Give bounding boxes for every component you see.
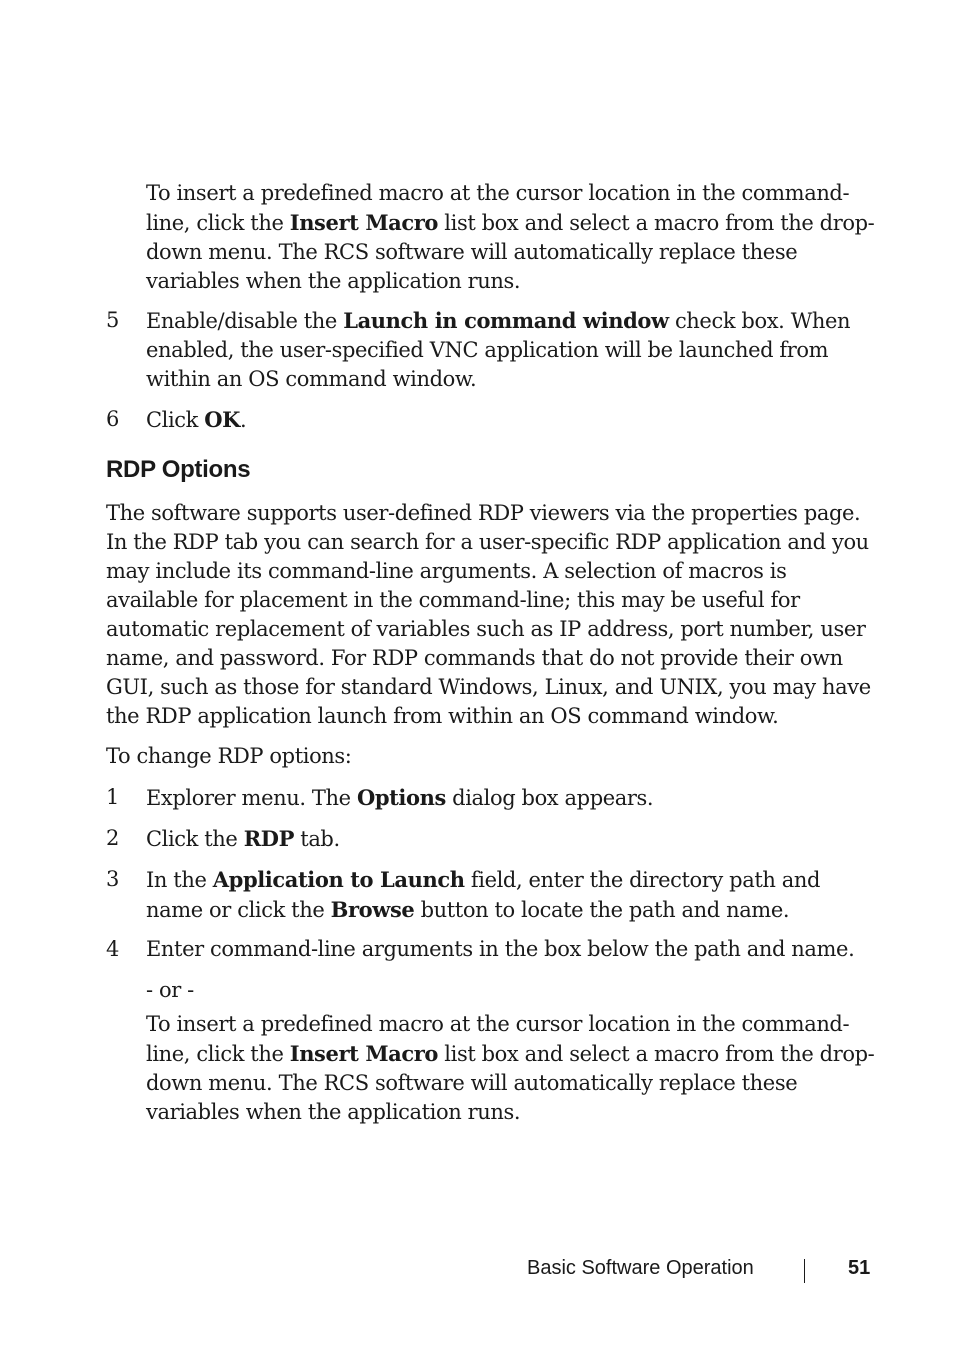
text-run: tab.: [294, 827, 340, 851]
text-run: To insert a predefined macro at the cursor location in the command-line, click the: [146, 1012, 850, 1066]
bold-term: Browse: [330, 897, 415, 922]
text-run: To insert a predefined macro at the cursor location in the command-line, click the: [146, 181, 850, 235]
text-run: list box and select a macro from the drop-down menu. The RCS software will automatically replace these variables when the application runs.: [146, 1042, 875, 1124]
text-run: button to locate the path and name.: [414, 898, 790, 922]
footer-divider: [804, 1259, 805, 1283]
or-separator: - or -: [146, 978, 194, 1002]
bold-term: Insert Macro: [289, 210, 439, 235]
text-run: list box and select a macro from the drop-down menu. The RCS software will automatically replace these variables when the application runs.: [146, 211, 875, 293]
bold-term: Launch in command window: [343, 308, 669, 333]
text-run: Enable/disable the: [146, 309, 344, 333]
step-number: 3: [106, 867, 119, 891]
step-number: 6: [106, 407, 119, 431]
text-run: field, enter the directory path and name or click the: [146, 868, 821, 922]
bold-term: RDP: [243, 826, 294, 851]
section-heading: RDP Options: [106, 456, 251, 483]
bold-term: OK: [204, 407, 241, 432]
step-3: [106, 865, 876, 925]
text-run: Click: [146, 408, 205, 432]
page-number: 51: [848, 1257, 871, 1279]
footer-chapter-title: Basic Software Operation: [527, 1257, 754, 1279]
step-number: 1: [106, 785, 119, 809]
step-text: [146, 865, 876, 925]
step-5: [106, 306, 876, 394]
text-run: dialog box appears.: [445, 786, 654, 810]
macro-instruction-paragraph: [146, 1010, 876, 1127]
step-1: [106, 783, 876, 813]
step-number: 2: [106, 826, 119, 850]
bold-term: Options: [356, 785, 446, 810]
section-intro-paragraph: The software supports user-defined RDP viewers via the properties page. In the RDP tab you can search for a user-specific RDP application and you may include its command-line arguments. A selection of macros is available for placement in the command-line; this may be useful for automatic replacement of variables such as IP address, port number, user name, and password. For RDP commands that do not provide their own GUI, such as those for standard Windows, Linux, and UNIX, you may have the RDP application launch from within an OS command window.: [106, 501, 871, 728]
text-run: .: [240, 408, 247, 432]
step-6: [106, 405, 876, 435]
procedure-lead: To change RDP options:: [106, 744, 352, 768]
step-text: [146, 306, 876, 394]
text-run: Enter command-line arguments in the box below the path and name.: [146, 937, 855, 961]
text-run: Explorer menu. The: [146, 786, 357, 810]
text-run: In the: [146, 868, 213, 892]
text-run: check box. When enabled, the user-specified VNC application will be launched from within an OS command window.: [146, 309, 851, 391]
bold-term: Application to Launch: [212, 867, 465, 892]
step-text: [146, 935, 876, 964]
step-2: [106, 824, 876, 854]
step-4: [106, 935, 876, 964]
step-text: [146, 783, 876, 813]
macro-instruction-paragraph: [146, 179, 876, 296]
step-text: [146, 405, 876, 435]
bold-term: Insert Macro: [289, 1041, 439, 1066]
step-number: 4: [106, 937, 119, 961]
step-number: 5: [106, 308, 119, 332]
text-run: Click the: [146, 827, 244, 851]
step-text: [146, 824, 876, 854]
